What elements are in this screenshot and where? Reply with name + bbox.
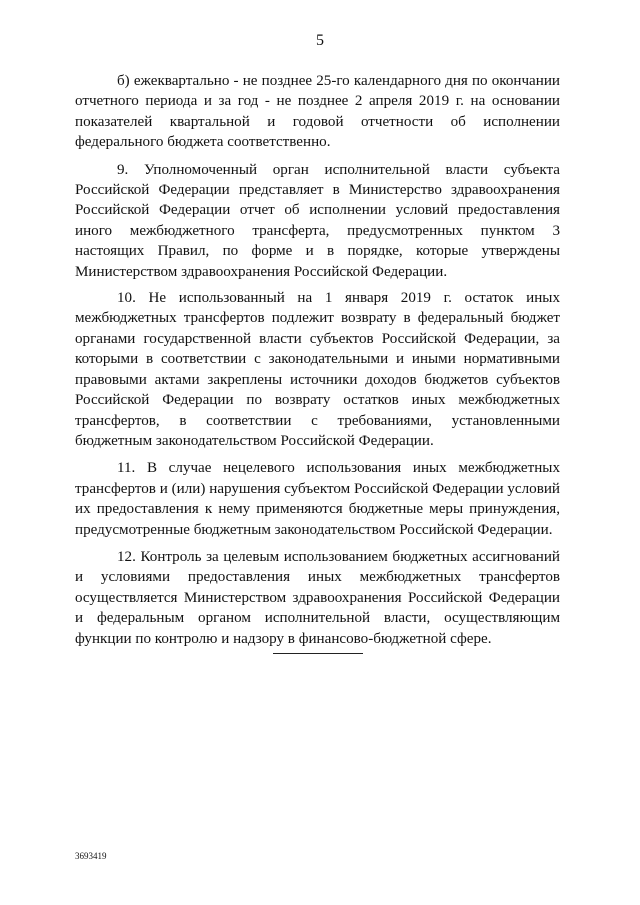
- paragraph-9-report: 9. Уполномоченный орган исполнительной власти субъекта Российской Федерации представляет в Министерство здравоохранения Российской Федерации отчет об исполнении условий предоставления иного межбюджетного трансферта, предусмотренных пунктом 3 настоящих Правил, по форме и в порядке, которые утверждены Министерством здравоохранения Российской Федерации.: [75, 161, 560, 280]
- paragraph-10-unused-balance: 10. Не использованный на 1 января 2019 г. остаток иных межбюджетных трансфертов подлежит возврату в федеральный бюджет органами государственной власти субъектов Российской Федерации, за которыми в соответствии с законодательными и иными нормативными правовыми актами закреплены источники доходов бюджетов субъектов Российской Федерации по возврату остатков иных межбюджетных трансфертов, в соответствии с требованиями, установленными бюджетным законодательством Российской Федерации.: [75, 290, 560, 449]
- paragraph-b-quarterly: б) ежеквартально - не позднее 25-го календарного дня по окончании отчетного периода и за год - не позднее 2 апреля 2019 г. на основании показателей квартальной и годовой отчетности об исполнении федерального бюджета соответственно.: [75, 73, 560, 151]
- paragraph-12-control: 12. Контроль за целевым использованием бюджетных ассигнований и условиями предоставления иных межбюджетных трансфертов осуществляется Министерством здравоохранения Российской Федерации и федеральным органом исполнительной власти, осуществляющим функции по контролю и надзору в финансово-бюджетной сфере.: [75, 548, 560, 647]
- end-of-text-divider: [273, 653, 363, 654]
- paragraph-11-misuse: 11. В случае нецелевого использования иных межбюджетных трансфертов и (или) нарушения субъектом Российской Федерации условий их предоставления к нему применяются бюджетные меры принуждения, предусмотренные бюджетным законодательством Российской Федерации.: [75, 460, 560, 538]
- document-body: [75, 71, 560, 649]
- page-number: 5: [316, 32, 324, 49]
- document-code: 3693419: [75, 851, 107, 861]
